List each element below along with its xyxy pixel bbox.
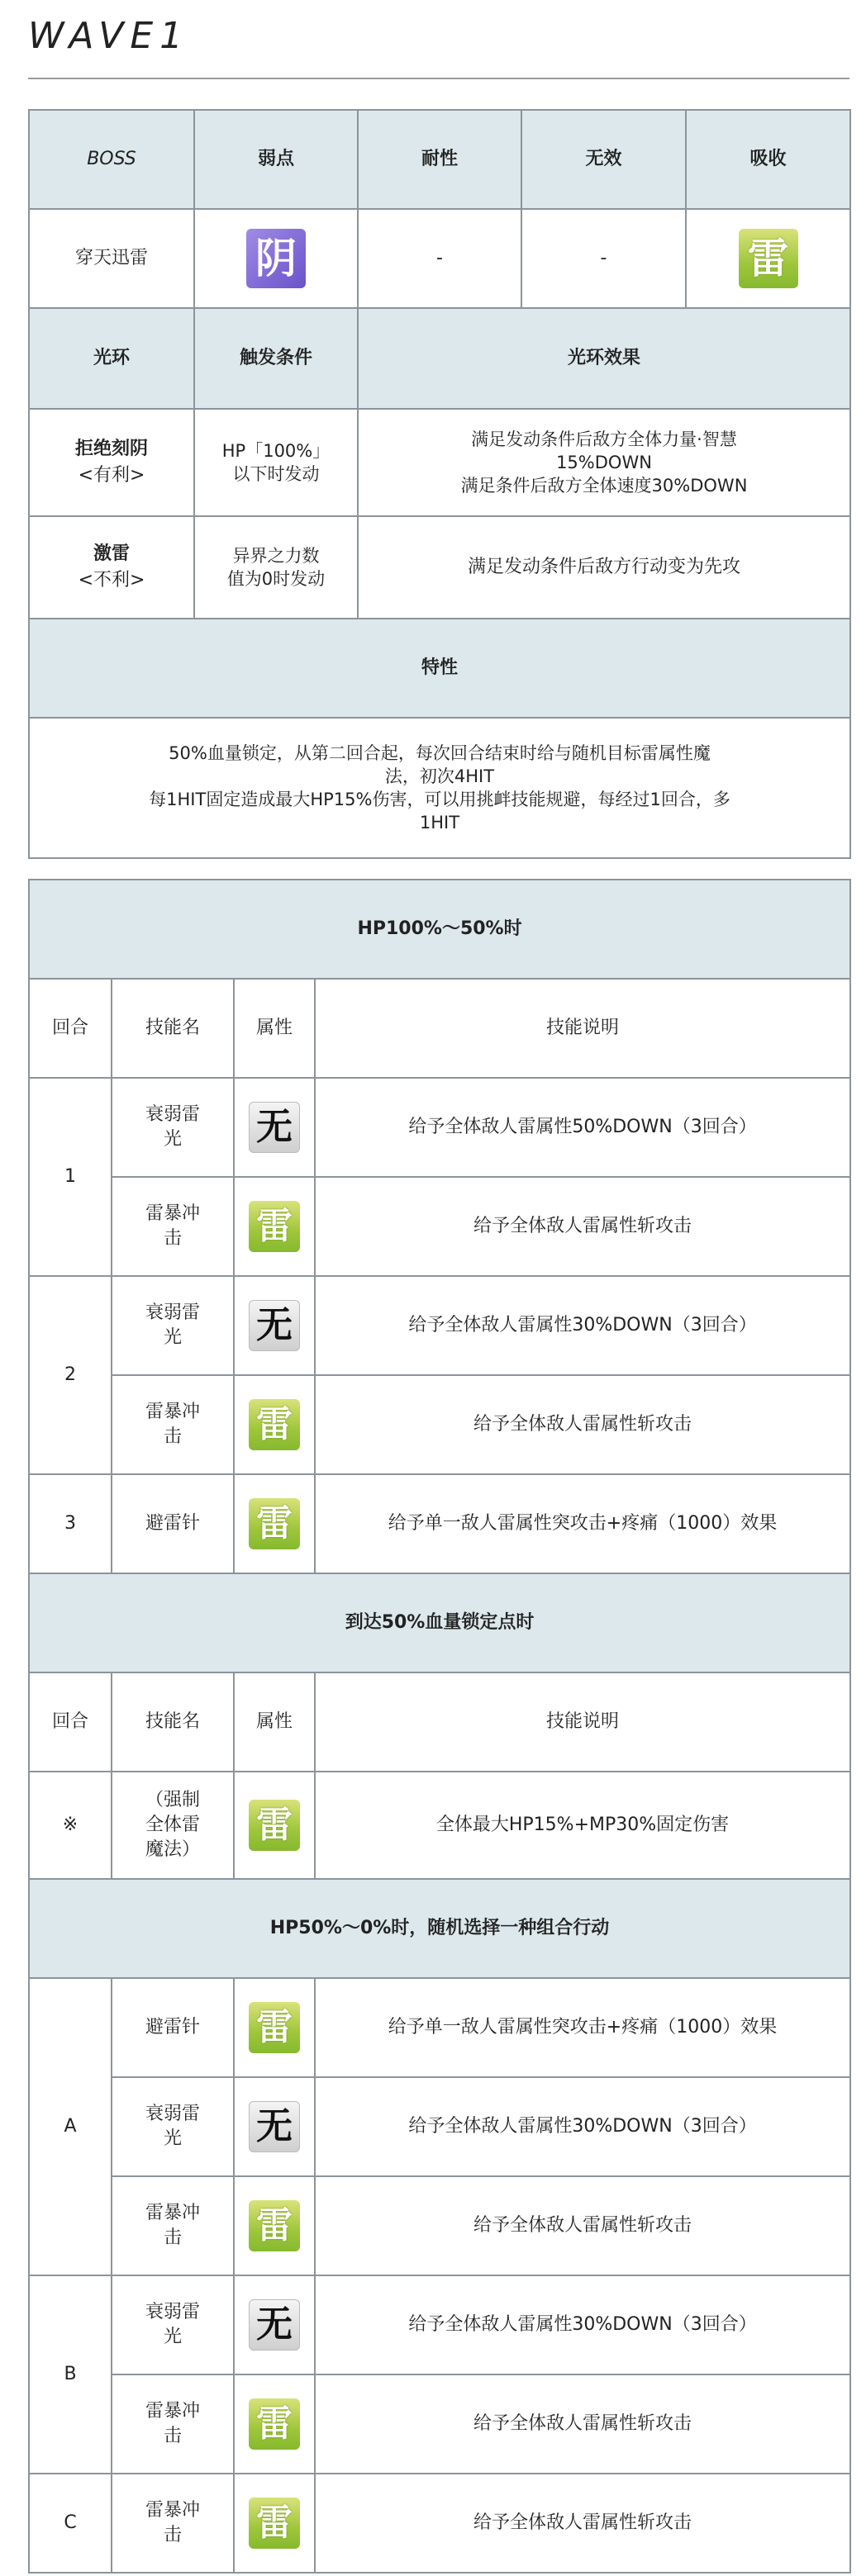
element-cell <box>234 1375 315 1474</box>
skill-name-line: 击 <box>163 2227 182 2248</box>
skill-row <box>29 1375 850 1474</box>
aura-condition <box>194 516 358 619</box>
skill-name-line: 雷暴冲 <box>145 1402 200 1422</box>
trait-line: 每1HIT固定造成最大HP15%伤害，可以用挑衅技能规避，每经过1回合，多 <box>149 790 730 809</box>
none-element-icon: 无 <box>249 1102 300 1153</box>
condition-line: 以下时发动 <box>232 464 320 484</box>
trait-row <box>29 718 850 858</box>
effect-line: 15%DOWN <box>556 453 652 472</box>
boss-row <box>29 209 850 308</box>
condition-line: 值为0时发动 <box>226 569 326 589</box>
aura-row <box>29 409 850 516</box>
header-aura-effect: 光环效果 <box>358 308 850 409</box>
skill-name-line: 衰弱雷 <box>145 1104 200 1125</box>
skill-description: 给予全体敌人雷属性30%DOWN（3回合） <box>315 2275 850 2374</box>
aura-name-cell <box>29 409 194 516</box>
round-number: 3 <box>29 1474 112 1573</box>
round-number: A <box>29 1978 112 2275</box>
absorb-cell <box>686 209 850 308</box>
skill-name: 避雷针 <box>112 1474 234 1573</box>
skill-description: 给予全体敌人雷属性斩攻击 <box>315 2474 850 2573</box>
aura-row <box>29 516 850 619</box>
col-round: 回合 <box>29 979 112 1078</box>
round-number: 1 <box>29 1078 112 1276</box>
skill-name-line: 全体雷 <box>145 1815 200 1835</box>
skill-name-line: 雷暴冲 <box>145 2203 200 2223</box>
skill-name <box>112 1078 234 1177</box>
thunder-element-icon: 雷 <box>739 229 798 288</box>
skill-name-line: 击 <box>163 2426 182 2446</box>
round-number: B <box>29 2275 112 2474</box>
skill-name-line: （强制 <box>145 1790 200 1810</box>
header-aura: 光环 <box>29 308 194 409</box>
aura-tag: <不利> <box>78 570 145 591</box>
element-cell <box>234 2275 315 2374</box>
skill-name-line: 击 <box>163 1426 182 1447</box>
dark-element-icon: 阴 <box>246 229 306 288</box>
skill-row <box>29 1177 850 1276</box>
element-cell <box>234 1772 315 1879</box>
aura-name: 拒绝刻阴 <box>74 439 148 459</box>
skill-name-line: 衰弱雷 <box>145 1302 200 1323</box>
thunder-element-icon: 雷 <box>249 1201 300 1252</box>
skill-name-line: 魔法） <box>145 1839 200 1860</box>
element-cell <box>234 2077 315 2176</box>
header-weakness: 弱点 <box>194 110 358 209</box>
skill-row <box>29 2474 850 2573</box>
effect-line: 满足发动条件后敌方行动变为先攻 <box>467 557 740 577</box>
col-skill-name: 技能名 <box>112 979 234 1078</box>
skill-description: 给予单一敌人雷属性突攻击+疼痛（1000）效果 <box>315 1978 850 2077</box>
trait-line: 法，初次4HIT <box>384 766 495 786</box>
skill-name-line: 光 <box>163 2128 182 2149</box>
title-divider <box>28 78 849 79</box>
skill-name <box>112 1375 234 1474</box>
thunder-element-icon: 雷 <box>249 2398 300 2450</box>
skill-row <box>29 2077 850 2176</box>
col-element: 属性 <box>234 1672 315 1772</box>
col-description: 技能说明 <box>315 1672 850 1772</box>
skill-name: 避雷针 <box>112 1978 234 2077</box>
skill-description: 给予全体敌人雷属性50%DOWN（3回合） <box>315 1078 850 1177</box>
round-number: 2 <box>29 1276 112 1474</box>
page-title: WAVE1 <box>28 15 190 57</box>
col-skill-name: 技能名 <box>112 1672 234 1772</box>
trait-line: 50%血量锁定，从第二回合起，每次回合结束时给与随机目标雷属性魔 <box>169 743 711 763</box>
none-element-icon: 无 <box>249 2299 300 2351</box>
col-description: 技能说明 <box>315 979 850 1078</box>
element-cell <box>234 1276 315 1375</box>
skill-name-line: 光 <box>163 1129 182 1150</box>
element-cell <box>234 1177 315 1276</box>
trait-header-row <box>29 619 850 718</box>
element-cell <box>234 1474 315 1573</box>
skill-name-line: 雷暴冲 <box>145 2500 200 2521</box>
skill-description: 给予全体敌人雷属性30%DOWN（3回合） <box>315 2077 850 2176</box>
skill-description: 给予全体敌人雷属性30%DOWN（3回合） <box>315 1276 850 1375</box>
skill-description: 给予全体敌人雷属性斩攻击 <box>315 2374 850 2474</box>
phase1-header-row <box>29 880 850 979</box>
condition-line: 异界之力数 <box>232 546 320 566</box>
skill-name <box>112 2474 234 2573</box>
skill-row <box>29 2275 850 2374</box>
header-absorb: 吸收 <box>686 110 850 209</box>
aura-name: 激雷 <box>93 543 130 564</box>
skill-row <box>29 1772 850 1879</box>
column-header-row <box>29 979 850 1078</box>
aura-header-row <box>29 308 850 409</box>
skill-row <box>29 1474 850 1573</box>
skill-name <box>112 2077 234 2176</box>
skill-description: 给予单一敌人雷属性突攻击+疼痛（1000）效果 <box>315 1474 850 1573</box>
none-element-icon: 无 <box>249 2101 300 2152</box>
element-cell <box>234 1078 315 1177</box>
header-resist: 耐性 <box>358 110 521 209</box>
aura-condition <box>194 409 358 516</box>
skill-name-line: 光 <box>163 2327 182 2347</box>
boss-header-row <box>29 110 850 209</box>
phase3-header-row <box>29 1879 850 1978</box>
skill-row <box>29 1978 850 2077</box>
effect-line: 满足发动条件后敌方全体力量·智慧 <box>471 429 737 449</box>
header-trigger: 触发条件 <box>194 308 358 409</box>
nullify-value: - <box>521 209 686 308</box>
thunder-element-icon: 雷 <box>249 1498 300 1549</box>
phase2-header-row <box>29 1573 850 1672</box>
skill-name-line: 光 <box>163 1327 182 1348</box>
effect-line: 满足条件后敌方全体速度30%DOWN <box>460 476 748 496</box>
skill-name <box>112 1276 234 1375</box>
element-cell <box>234 2374 315 2474</box>
element-cell <box>234 2474 315 2573</box>
aura-effect <box>358 516 850 619</box>
thunder-element-icon: 雷 <box>249 1399 300 1450</box>
element-cell <box>234 1978 315 2077</box>
trait-text <box>29 718 850 858</box>
boss-info-table <box>28 109 851 859</box>
resist-value: - <box>358 209 521 308</box>
skill-name-line: 衰弱雷 <box>145 2302 200 2322</box>
skill-name <box>112 2275 234 2374</box>
header-nullify: 无效 <box>521 110 686 209</box>
skill-row <box>29 2374 850 2474</box>
skill-name-line: 衰弱雷 <box>145 2104 200 2124</box>
skill-name-line: 击 <box>163 2525 182 2545</box>
skill-table <box>28 879 851 2574</box>
skill-name <box>112 1177 234 1276</box>
thunder-element-icon: 雷 <box>249 2200 300 2251</box>
skill-description: 给予全体敌人雷属性斩攻击 <box>315 2176 850 2275</box>
round-number: C <box>29 2474 112 2573</box>
skill-description: 给予全体敌人雷属性斩攻击 <box>315 1177 850 1276</box>
aura-tag: <有利> <box>78 465 145 486</box>
trait-line: 1HIT <box>419 813 460 833</box>
aura-name-cell <box>29 516 194 619</box>
trait-header: 特性 <box>29 619 850 718</box>
phase2-header: 到达50%血量锁定点时 <box>29 1573 850 1672</box>
skill-row <box>29 2176 850 2275</box>
thunder-element-icon: 雷 <box>249 2498 300 2549</box>
skill-description: 全体最大HP15%+MP30%固定伤害 <box>315 1772 850 1879</box>
phase3-header: HP50%～0%时，随机选择一种组合行动 <box>29 1879 850 1978</box>
weakness-cell <box>194 209 358 308</box>
aura-effect <box>358 409 850 516</box>
element-cell <box>234 2176 315 2275</box>
col-round: 回合 <box>29 1672 112 1772</box>
skill-row <box>29 1078 850 1177</box>
skill-name-line: 雷暴冲 <box>145 1203 200 1224</box>
skill-description: 给予全体敌人雷属性斩攻击 <box>315 1375 850 1474</box>
skill-name-line: 击 <box>163 1228 182 1249</box>
skill-row <box>29 1276 850 1375</box>
skill-name <box>112 1772 234 1879</box>
none-element-icon: 无 <box>249 1300 300 1351</box>
phase1-header: HP100%～50%时 <box>29 880 850 979</box>
thunder-element-icon: 雷 <box>249 2002 300 2053</box>
header-boss: BOSS <box>29 110 194 209</box>
thunder-element-icon: 雷 <box>249 1800 300 1851</box>
round-number: ※ <box>29 1772 112 1879</box>
col-element: 属性 <box>234 979 315 1078</box>
boss-name: 穿天迅雷 <box>29 209 194 308</box>
column-header-row <box>29 1672 850 1772</box>
skill-name <box>112 2176 234 2275</box>
skill-name-line: 雷暴冲 <box>145 2401 200 2422</box>
skill-name <box>112 2374 234 2474</box>
condition-line: HP「100%」 <box>221 441 331 461</box>
